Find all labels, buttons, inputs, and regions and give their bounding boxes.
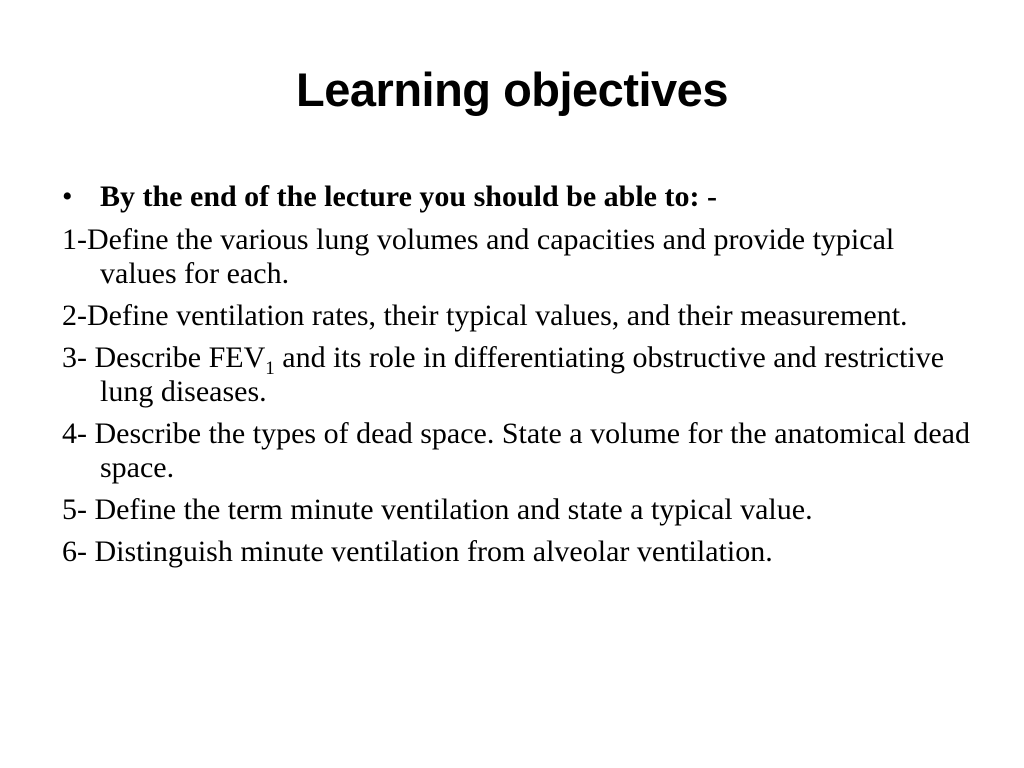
slide-content — [62, 180, 972, 577]
bullet-icon: • — [62, 180, 73, 213]
objective-4: 4- Describe the types of dead space. State a volume for the anatomical dead space. — [62, 417, 970, 484]
objective-3-end: and its role in differentiating obstructive and restrictive lung diseases. — [100, 341, 945, 408]
objective-3-subscript: 1 — [265, 358, 275, 379]
slide-title: Learning objectives — [296, 63, 728, 116]
objective-3 — [62, 341, 972, 409]
objective-2: 2-Define ventilation rates, their typical values, and their measurement. — [62, 299, 908, 332]
objective-1: 1-Define the various lung volumes and capacities and provide typical values for each. — [62, 223, 895, 290]
objective-5: 5- Define the term minute ventilation and state a typical value. — [62, 493, 813, 526]
intro-bullet-row — [62, 180, 972, 214]
intro-text: By the end of the lecture you should be able to: - — [100, 180, 717, 213]
objective-6: 6- Distinguish minute ventilation from alveolar ventilation. — [62, 535, 773, 568]
objective-3-start: 3- Describe FEV — [62, 341, 266, 374]
